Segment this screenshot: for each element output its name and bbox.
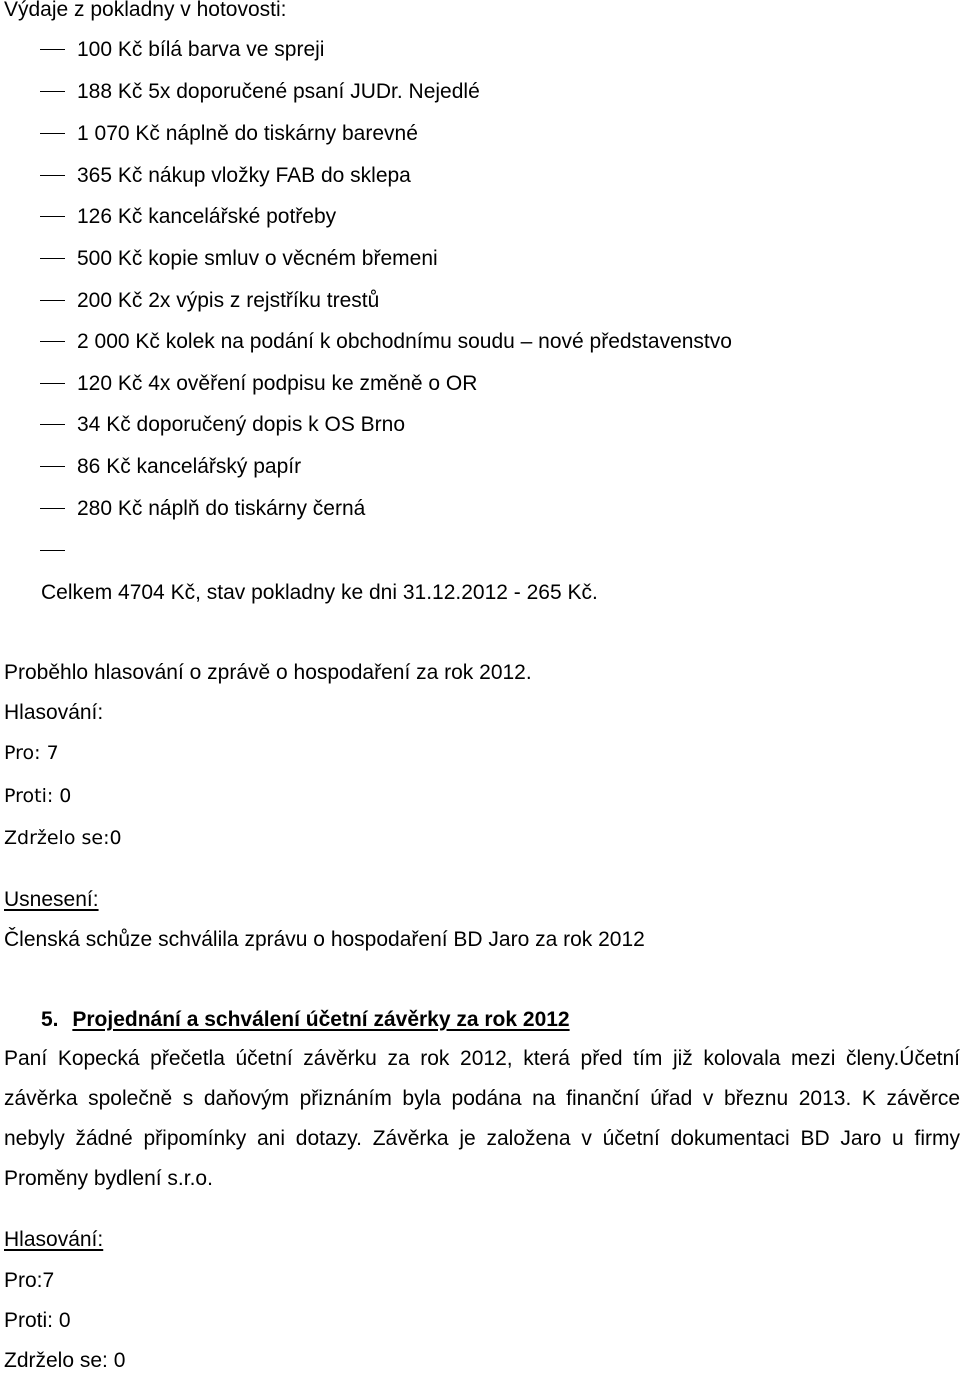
list-item (40, 412, 405, 438)
dash-bullet-icon (40, 508, 65, 509)
dash-bullet-icon (40, 300, 65, 301)
list-item-text: 280 Kč náplň do tiskárny černá (77, 497, 366, 520)
list-item (40, 538, 77, 564)
expenses-heading: Výdaje z pokladny v hotovosti: (4, 0, 287, 21)
vote2-label: Hlasování: (4, 1228, 104, 1251)
list-item (40, 454, 301, 480)
dash-bullet-icon (40, 133, 65, 134)
dash-bullet-icon (40, 49, 65, 50)
vote1-resolution-label: Usnesení: (4, 888, 99, 911)
list-item-text: 126 Kč kancelářské potřeby (77, 205, 337, 228)
list-item (40, 163, 411, 189)
list-item-text: 200 Kč 2x výpis z rejstříku trestů (77, 289, 380, 312)
list-item-text: 1 070 Kč náplně do tiskárny barevné (77, 122, 418, 145)
dash-bullet-icon (40, 175, 65, 176)
vote2-pro: Pro:7 (4, 1269, 55, 1292)
list-item-text: 2 000 Kč kolek na podání k obchodnímu soudu – nové představenstvo (77, 330, 732, 353)
list-item (40, 246, 438, 272)
list-item-text: 188 Kč 5x doporučené psaní JUDr. Nejedlé (77, 80, 480, 103)
dash-bullet-icon (40, 258, 65, 259)
section5-heading (41, 1007, 570, 1033)
list-item-text: 100 Kč bílá barva ve spreji (77, 38, 325, 61)
list-item-text: 500 Kč kopie smluv o věcném břemeni (77, 247, 438, 270)
list-item (40, 496, 365, 522)
dash-bullet-icon (40, 466, 65, 467)
section5-paragraph: Paní Kopecká přečetla účetní závěrku za rok 2012, která před tím již kolovala mezi členy.Účetní závěrka společně s daňovým přiznáním byla podána na finanční úřad v březnu 2013. K závěrce nebyly žádné připomínky ani dotazy. Závěrka je založena v účetní dokumentaci BD Jaro u firmy Proměny bydlení s.r.o. (4, 1047, 960, 1190)
vote1-zdrzelo: Zdrželo se:0 (4, 827, 122, 849)
vote1-label: Hlasování: (4, 701, 104, 724)
dash-bullet-icon (40, 341, 65, 342)
list-item-text: 86 Kč kancelářský papír (77, 455, 302, 478)
list-item (40, 204, 336, 230)
expenses-total: Celkem 4704 Kč, stav pokladny ke dni 31.12.2012 - 265 Kč. (41, 581, 598, 604)
list-item-text: 120 Kč 4x ověření podpisu ke změně o OR (77, 372, 478, 395)
list-item (40, 288, 379, 314)
list-item (40, 329, 732, 355)
vote1-intro: Proběhlo hlasování o zprávě o hospodaření za rok 2012. (4, 661, 532, 684)
list-item-text: 34 Kč doporučený dopis k OS Brno (77, 413, 406, 436)
vote1-pro: Pro: 7 (4, 742, 59, 764)
section-title: Projednání a schválení účetní závěrky za rok 2012 (72, 1008, 570, 1031)
list-item (40, 371, 477, 397)
vote2-zdrzelo: Zdrželo se: 0 (4, 1349, 126, 1372)
dash-bullet-icon (40, 216, 65, 217)
dash-bullet-icon (40, 383, 65, 384)
vote1-proti: Proti: 0 (4, 785, 72, 807)
list-item (40, 121, 418, 147)
list-item-text: 365 Kč nákup vložky FAB do sklepa (77, 164, 411, 187)
list-item (40, 37, 324, 63)
vote2-proti: Proti: 0 (4, 1309, 71, 1332)
dash-bullet-icon (40, 424, 65, 425)
list-item (40, 79, 480, 105)
dash-bullet-icon (40, 550, 65, 551)
dash-bullet-icon (40, 91, 65, 92)
vote1-resolution-text: Členská schůze schválila zprávu o hospodaření BD Jaro za rok 2012 (4, 928, 645, 951)
section-number: 5. (41, 1008, 59, 1031)
